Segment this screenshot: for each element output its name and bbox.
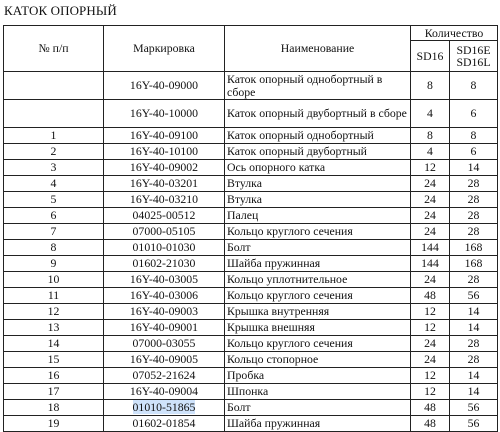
cell-mark: 07000-05105 bbox=[104, 224, 225, 240]
cell-qty-sd16: 12 bbox=[411, 160, 450, 176]
table-row bbox=[4, 368, 498, 384]
cell-qty-sd16: 144 bbox=[411, 240, 450, 256]
cell-qty-sd16e: 14 bbox=[450, 304, 498, 320]
cell-qty-sd16: 24 bbox=[411, 336, 450, 352]
table-row bbox=[4, 352, 498, 368]
cell-qty-sd16: 12 bbox=[411, 384, 450, 400]
cell-name: Кольцо круглого сечения bbox=[225, 288, 411, 304]
cell-num: 10 bbox=[4, 272, 104, 288]
table-row bbox=[4, 288, 498, 304]
cell-name: Каток опорный однобортный в сборе bbox=[225, 72, 411, 100]
cell-qty-sd16e: 8 bbox=[450, 128, 498, 144]
cell-qty-sd16: 8 bbox=[411, 128, 450, 144]
cell-qty-sd16: 8 bbox=[411, 72, 450, 100]
cell-num: 15 bbox=[4, 352, 104, 368]
table-row bbox=[4, 192, 498, 208]
cell-qty-sd16e: 28 bbox=[450, 224, 498, 240]
table-row bbox=[4, 400, 498, 416]
table-body bbox=[4, 72, 498, 432]
cell-qty-sd16: 4 bbox=[411, 100, 450, 128]
cell-mark: 16Y-40-09001 bbox=[104, 320, 225, 336]
cell-qty-sd16e: 56 bbox=[450, 288, 498, 304]
cell-qty-sd16e: 168 bbox=[450, 256, 498, 272]
cell-qty-sd16: 24 bbox=[411, 352, 450, 368]
selected-text-highlight[interactable]: 01010-51865 bbox=[132, 400, 196, 415]
cell-qty-sd16e: 8 bbox=[450, 72, 498, 100]
cell-num: 5 bbox=[4, 192, 104, 208]
cell-num: 17 bbox=[4, 384, 104, 400]
header-sd16: SD16 bbox=[411, 41, 450, 72]
cell-qty-sd16e: 14 bbox=[450, 320, 498, 336]
page-title: КАТОК ОПОРНЫЙ bbox=[4, 3, 117, 18]
cell-mark: 16Y-40-03006 bbox=[104, 288, 225, 304]
cell-num: 16 bbox=[4, 368, 104, 384]
table-row bbox=[4, 256, 498, 272]
cell-mark: 01010-01030 bbox=[104, 240, 225, 256]
table-row bbox=[4, 320, 498, 336]
cell-qty-sd16: 24 bbox=[411, 208, 450, 224]
cell-qty-sd16e: 28 bbox=[450, 352, 498, 368]
cell-num: 9 bbox=[4, 256, 104, 272]
cell-qty-sd16: 24 bbox=[411, 176, 450, 192]
cell-qty-sd16e: 28 bbox=[450, 192, 498, 208]
cell-qty-sd16e: 28 bbox=[450, 272, 498, 288]
header-sd16e-line2: SD16L bbox=[456, 55, 491, 69]
cell-name: Пробка bbox=[225, 368, 411, 384]
cell-qty-sd16e: 56 bbox=[450, 400, 498, 416]
cell-qty-sd16e: 28 bbox=[450, 208, 498, 224]
cell-name: Шпонка bbox=[225, 384, 411, 400]
cell-name: Кольцо стопорное bbox=[225, 352, 411, 368]
cell-mark: 16Y-40-09000 bbox=[104, 72, 225, 100]
cell-num: 7 bbox=[4, 224, 104, 240]
cell-mark: 16Y-40-10100 bbox=[104, 144, 225, 160]
cell-qty-sd16: 24 bbox=[411, 272, 450, 288]
assembly-row bbox=[4, 100, 498, 128]
cell-num: 12 bbox=[4, 304, 104, 320]
cell-mark: 01602-01854 bbox=[104, 416, 225, 432]
cell-name: Болт bbox=[225, 240, 411, 256]
cell-num: 3 bbox=[4, 160, 104, 176]
cell-qty-sd16e: 28 bbox=[450, 336, 498, 352]
table-row bbox=[4, 208, 498, 224]
cell-mark: 07052-21624 bbox=[104, 368, 225, 384]
cell-mark: 16Y-40-09100 bbox=[104, 128, 225, 144]
cell-mark: 04025-00512 bbox=[104, 208, 225, 224]
table-header bbox=[4, 26, 498, 72]
cell-qty-sd16e: 14 bbox=[450, 160, 498, 176]
header-sd16e-line1: SD16E bbox=[456, 42, 491, 57]
header-sd16e bbox=[450, 41, 498, 72]
cell-mark: 16Y-40-09003 bbox=[104, 304, 225, 320]
table-row bbox=[4, 416, 498, 432]
cell-num: 18 bbox=[4, 400, 104, 416]
cell-qty-sd16e: 28 bbox=[450, 176, 498, 192]
cell-num: 13 bbox=[4, 320, 104, 336]
cell-num: 1 bbox=[4, 128, 104, 144]
cell-num: 4 bbox=[4, 176, 104, 192]
cell-num: 11 bbox=[4, 288, 104, 304]
cell-mark: 16Y-40-09004 bbox=[104, 384, 225, 400]
cell-qty-sd16: 48 bbox=[411, 400, 450, 416]
header-qty: Количество bbox=[411, 26, 498, 41]
table-row bbox=[4, 176, 498, 192]
cell-mark: 16Y-40-10000 bbox=[104, 100, 225, 128]
cell-name: Палец bbox=[225, 208, 411, 224]
cell-qty-sd16: 12 bbox=[411, 368, 450, 384]
cell-mark: 16Y-40-09002 bbox=[104, 160, 225, 176]
cell-num: 19 bbox=[4, 416, 104, 432]
table-row bbox=[4, 160, 498, 176]
cell-name: Каток опорный двубортный в сборе bbox=[225, 100, 411, 128]
cell-name: Крышка внешняя bbox=[225, 320, 411, 336]
cell-qty-sd16: 48 bbox=[411, 288, 450, 304]
cell-qty-sd16e: 56 bbox=[450, 416, 498, 432]
cell-qty-sd16e: 6 bbox=[450, 100, 498, 128]
cell-mark bbox=[104, 400, 225, 416]
cell-mark: 16Y-40-03005 bbox=[104, 272, 225, 288]
cell-qty-sd16: 24 bbox=[411, 224, 450, 240]
cell-qty-sd16e: 14 bbox=[450, 384, 498, 400]
cell-num: 6 bbox=[4, 208, 104, 224]
header-mark: Маркировка bbox=[104, 26, 225, 72]
table-row bbox=[4, 224, 498, 240]
table-row bbox=[4, 144, 498, 160]
cell-mark: 01602-21030 bbox=[104, 256, 225, 272]
table-row bbox=[4, 336, 498, 352]
cell-num bbox=[4, 72, 104, 100]
cell-name: Втулка bbox=[225, 192, 411, 208]
cell-name: Болт bbox=[225, 400, 411, 416]
cell-qty-sd16: 48 bbox=[411, 416, 450, 432]
cell-name: Кольцо уплотнительное bbox=[225, 272, 411, 288]
cell-name: Крышка внутренняя bbox=[225, 304, 411, 320]
cell-num: 14 bbox=[4, 336, 104, 352]
cell-qty-sd16: 24 bbox=[411, 192, 450, 208]
table-row bbox=[4, 128, 498, 144]
assembly-row bbox=[4, 72, 498, 100]
cell-num: 2 bbox=[4, 144, 104, 160]
cell-qty-sd16e: 168 bbox=[450, 240, 498, 256]
cell-name: Шайба пружинная bbox=[225, 256, 411, 272]
table-row bbox=[4, 304, 498, 320]
table-row bbox=[4, 384, 498, 400]
cell-mark: 16Y-40-03210 bbox=[104, 192, 225, 208]
parts-table bbox=[3, 25, 498, 432]
cell-qty-sd16e: 14 bbox=[450, 368, 498, 384]
cell-num bbox=[4, 100, 104, 128]
cell-mark: 16Y-40-09005 bbox=[104, 352, 225, 368]
header-num: № п/п bbox=[4, 26, 104, 72]
cell-name: Шайба пружинная bbox=[225, 416, 411, 432]
cell-qty-sd16: 12 bbox=[411, 304, 450, 320]
cell-mark: 07000-03055 bbox=[104, 336, 225, 352]
cell-qty-sd16: 12 bbox=[411, 320, 450, 336]
cell-qty-sd16e: 6 bbox=[450, 144, 498, 160]
table-row bbox=[4, 272, 498, 288]
cell-qty-sd16: 4 bbox=[411, 144, 450, 160]
cell-mark: 16Y-40-03201 bbox=[104, 176, 225, 192]
header-name: Наименование bbox=[225, 26, 411, 72]
table-row bbox=[4, 240, 498, 256]
cell-name: Кольцо круглого сечения bbox=[225, 224, 411, 240]
cell-num: 8 bbox=[4, 240, 104, 256]
cell-name: Каток опорный однобортный bbox=[225, 128, 411, 144]
cell-name: Ось опорного катка bbox=[225, 160, 411, 176]
cell-name: Кольцо круглого сечения bbox=[225, 336, 411, 352]
cell-qty-sd16: 144 bbox=[411, 256, 450, 272]
cell-name: Каток опорный двубортный bbox=[225, 144, 411, 160]
cell-name: Втулка bbox=[225, 176, 411, 192]
